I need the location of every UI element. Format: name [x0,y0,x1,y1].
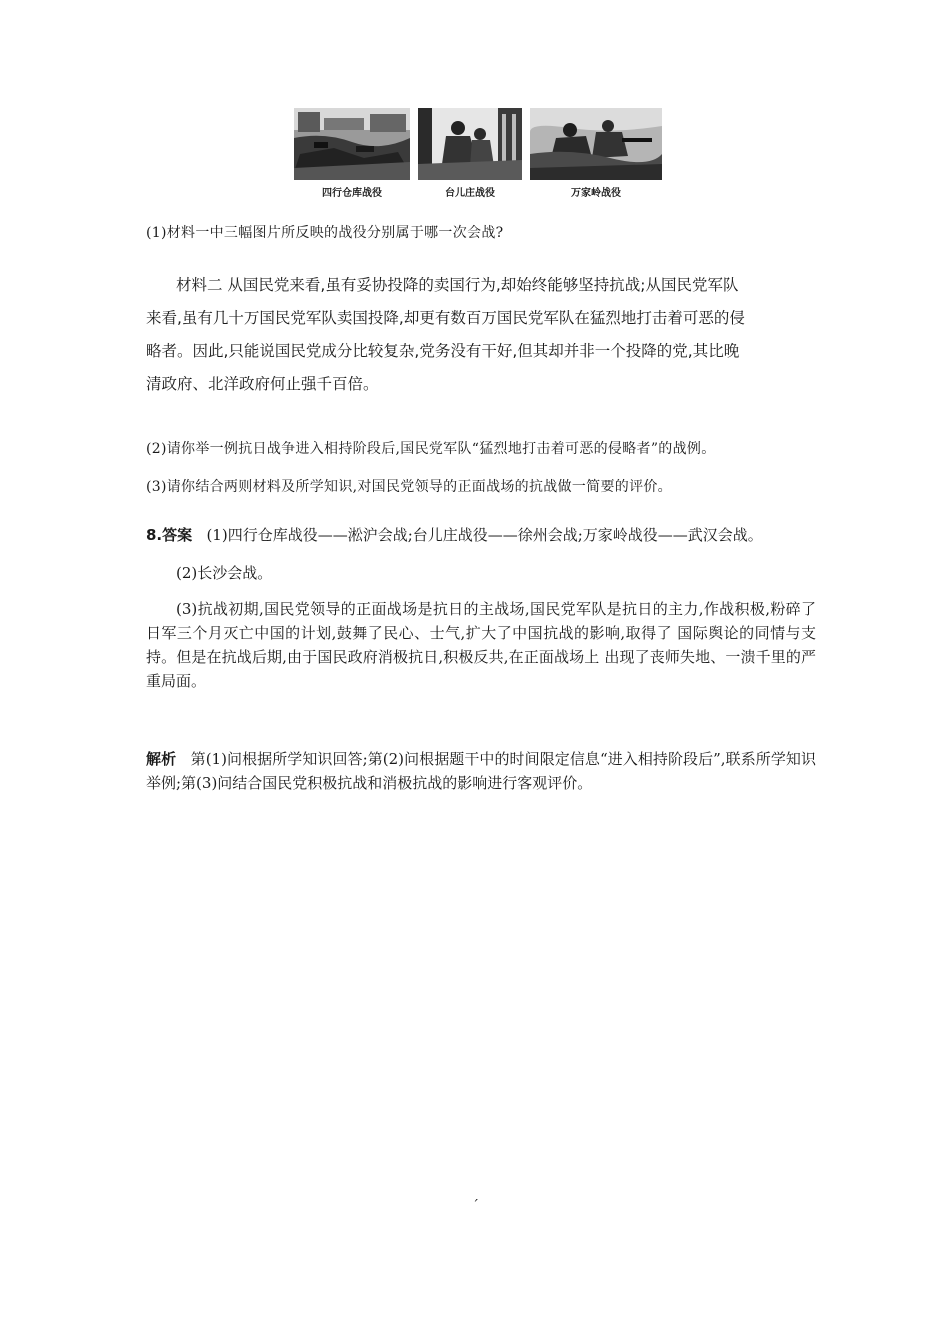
answer-block [146,523,816,693]
material-2-line: 材料二 从国民党来看,虽有妥协投降的卖国行为,却始终能够坚持抗战;从国民党军队 [176,276,739,294]
question-2: (2)请你举一例抗日战争进入相持阶段后,国民党军队“猛烈地打击着可恶的侵略者”的战例。 [146,441,716,457]
analysis-label: 解析 [146,750,177,768]
answer-part-2: (2)长沙会战。 [176,564,273,582]
answer-part-3: (3)抗战初期,国民党领导的正面战场是抗日的主战场,国民党军队是抗日的主力,作战积极,粉碎了日军三个月灭亡中国的计划,鼓舞了民心、士气,扩大了中国抗战的影响,取得了 国际舆论的同情与支持。但是在抗战后期,由于国民政府消极抗日,积极反共,在正面战场上 出现了丧师失地、一溃千里的严重局面。 [146,600,816,690]
photo-sihang-warehouse [294,108,410,180]
photo-caption: 台儿庄战役 [445,188,495,199]
analysis-text: 第(1)问根据所学知识回答;第(2)问根据题干中的时间限定信息“进入相持阶段后”,联系所学知识举例;第(3)问结合国民党积极抗战和消极抗战的影响进行客观评价。 [146,750,816,792]
question-1: (1)材料一中三幅图片所反映的战役分别属于哪一次会战? [146,225,504,241]
answer-label: 8.答案 [146,526,193,544]
question-3: (3)请你结合两则材料及所学知识,对国民党领导的正面战场的抗战做一简要的评价。 [146,479,672,495]
answer-part-1: (1)四行仓库战役——淞沪会战;台儿庄战役——徐州会战;万家岭战役——武汉会战。 [206,526,763,544]
material-2-line: 清政府、北洋政府何止强千百倍。 [146,375,379,393]
photo-wanjialing [530,108,662,180]
footer-mark: ´ [472,1198,479,1214]
material-2-line: 来看,虽有几十万国民党军队卖国投降,却更有数百万国民党军队在猛烈地打击着可恶的侵 [146,309,745,327]
analysis-block [146,747,816,795]
material-2 [146,269,814,401]
material-2-line: 略者。因此,只能说国民党成分比较复杂,党务没有干好,但其却并非一个投降的党,其比晚 [146,342,740,360]
photo-caption: 万家岭战役 [571,188,621,199]
photo-taierzhuang [418,108,522,180]
photo-caption: 四行仓库战役 [322,188,382,199]
battle-photos [294,108,662,200]
